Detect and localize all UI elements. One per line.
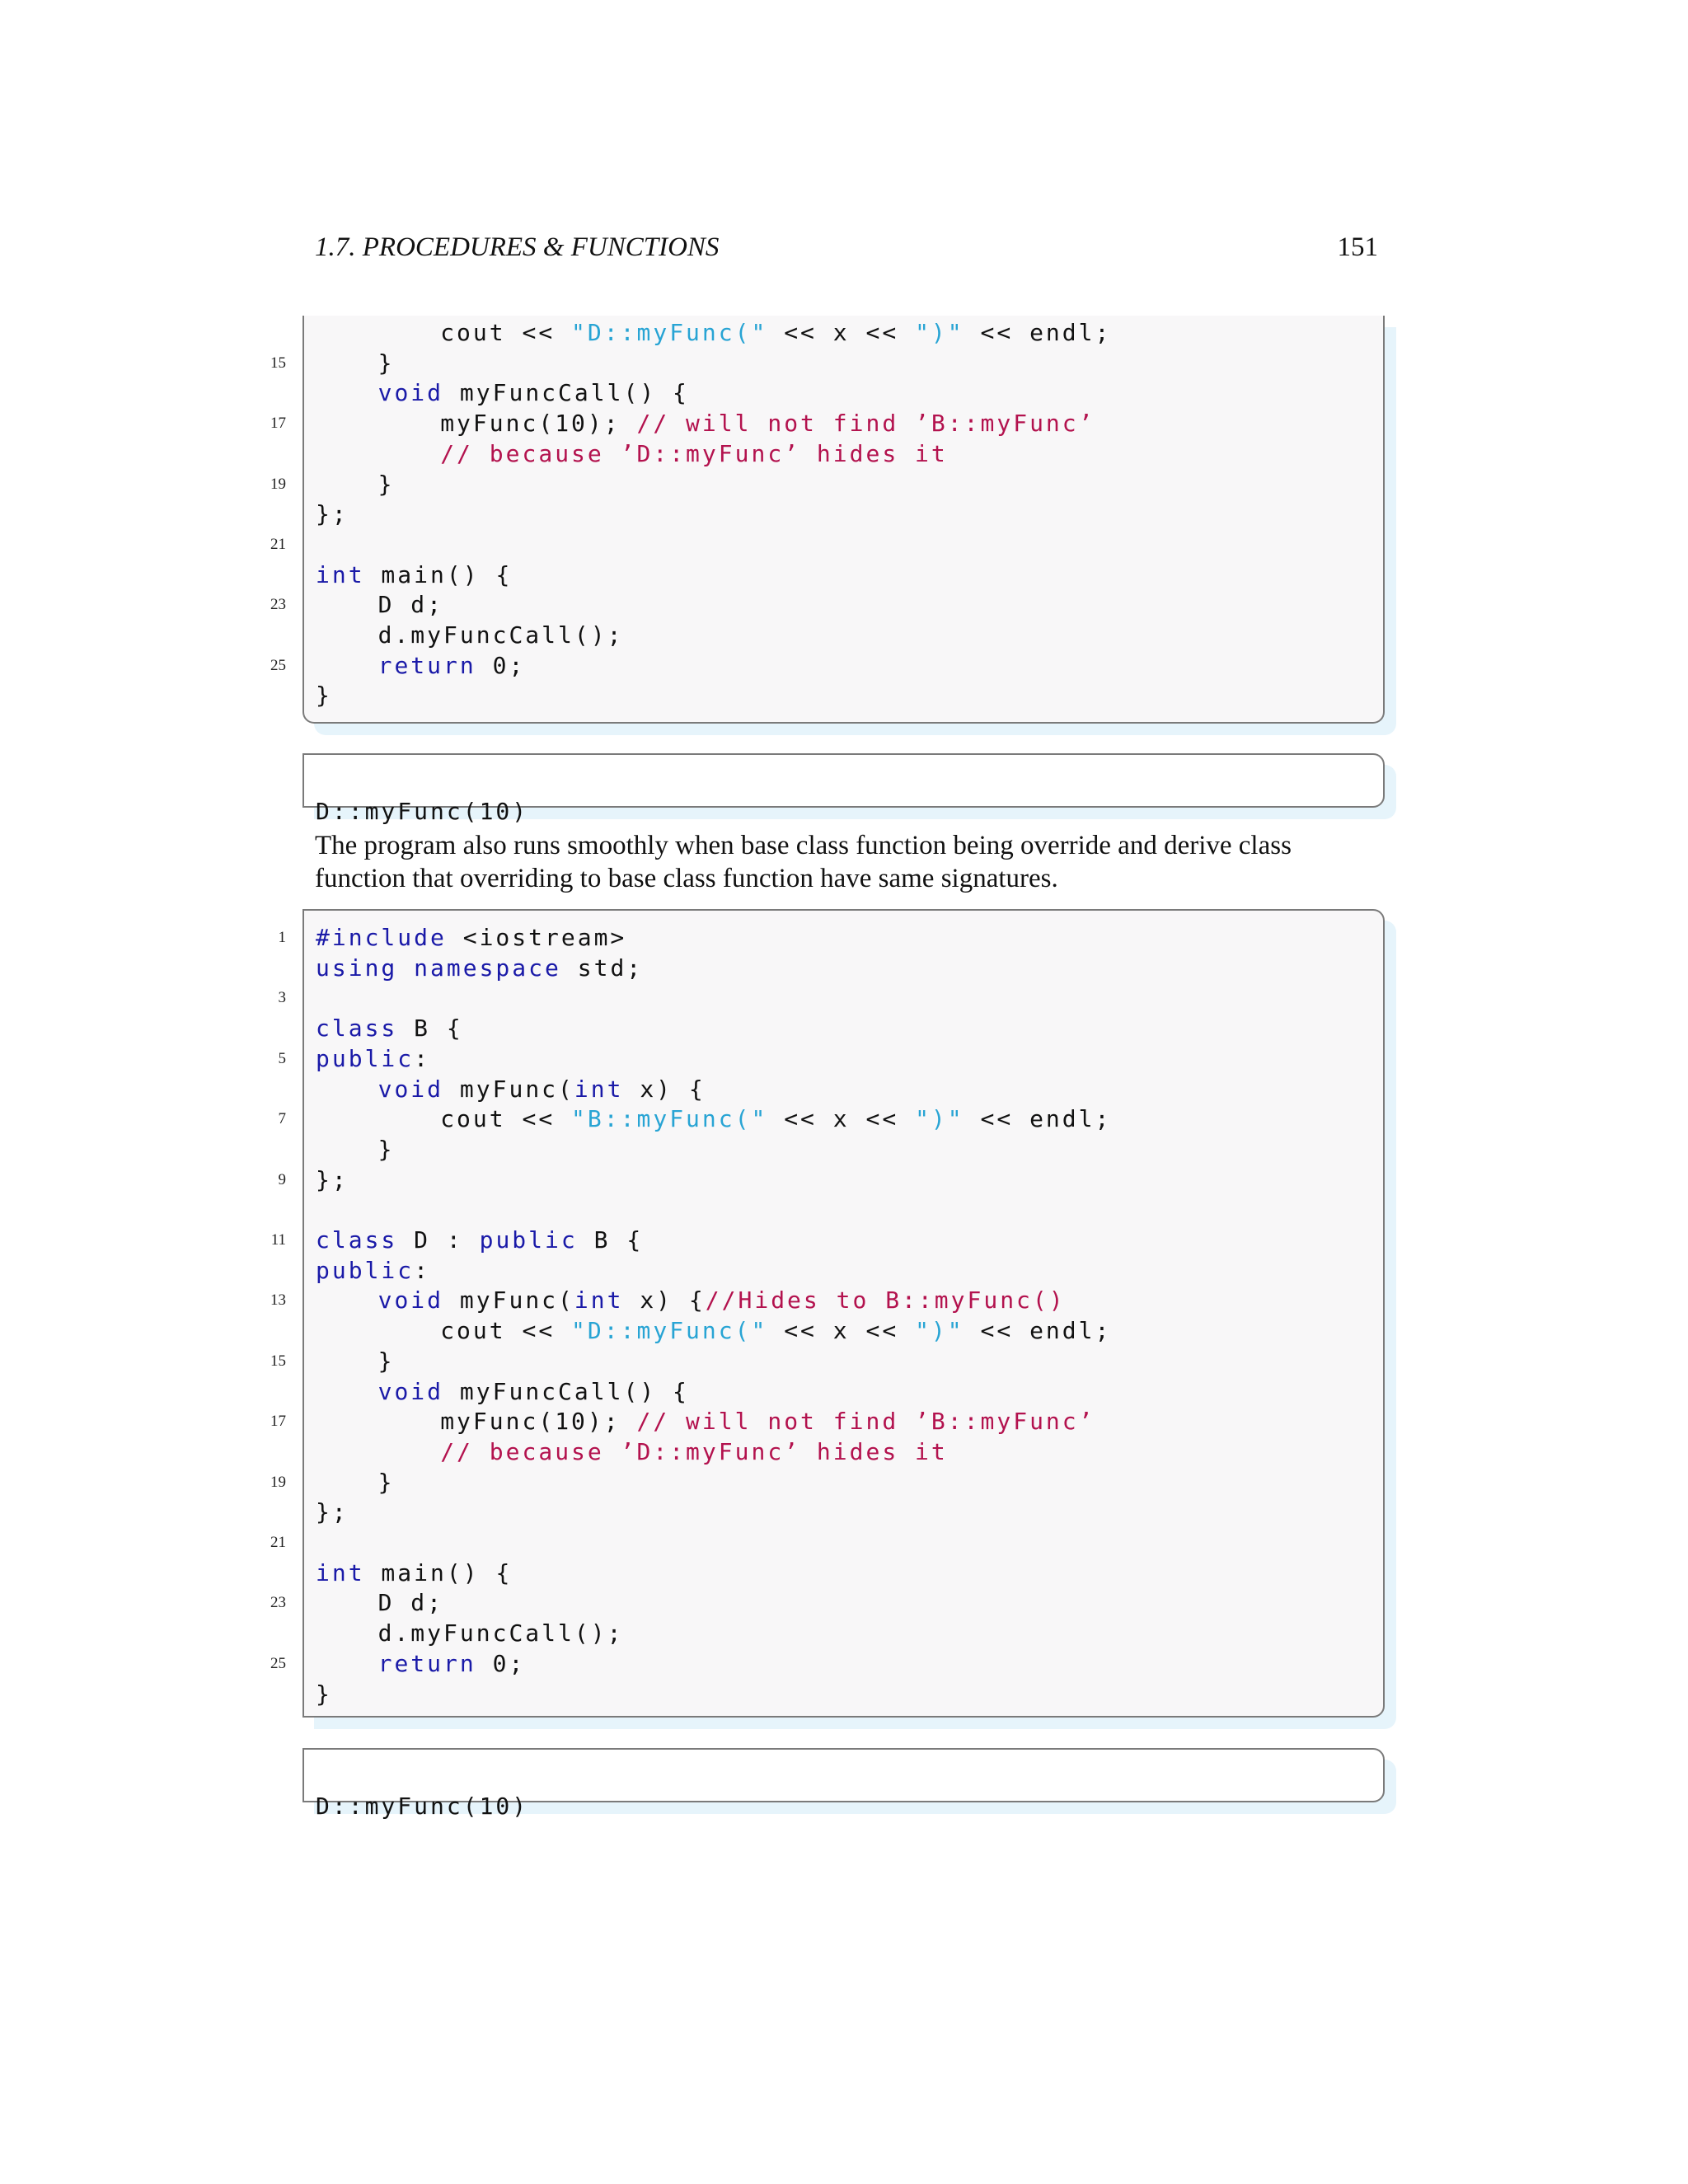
line-number: 13 — [270, 1291, 286, 1310]
code-token: B { — [577, 1226, 644, 1254]
keyword-token: int — [316, 560, 365, 588]
code-text — [378, 1376, 689, 1407]
string-token: "B::myFunc(" — [571, 1105, 768, 1133]
string-token: "D::myFunc(" — [571, 1317, 768, 1345]
code-line — [304, 560, 1383, 590]
line-number: 1 — [278, 929, 286, 946]
code-token: } — [377, 1468, 395, 1496]
running-header — [315, 232, 1378, 274]
code-text — [316, 499, 349, 529]
code-text — [440, 1315, 1111, 1346]
code-text — [440, 438, 948, 469]
line-number: 25 — [270, 656, 286, 674]
code-token: }; — [316, 1498, 349, 1526]
code-token: x) { — [623, 1286, 706, 1315]
code-token: cout << — [440, 1317, 572, 1345]
code-line — [304, 1618, 1383, 1648]
code-line — [304, 1255, 1383, 1286]
code-text — [378, 469, 395, 499]
code-token: << x << — [767, 319, 916, 346]
code-token: } — [377, 470, 395, 498]
keyword-token: public — [316, 1256, 415, 1284]
line-number — [253, 620, 286, 650]
code-text — [316, 1558, 512, 1588]
page-number: 151 — [1337, 232, 1378, 262]
output-box-2 — [302, 1748, 1385, 1820]
line-number — [253, 1436, 286, 1467]
code-token: myFunc( — [443, 1286, 574, 1315]
code-token: 0; — [476, 651, 526, 679]
code-token: }; — [316, 500, 349, 528]
keyword-token: class — [316, 1226, 398, 1254]
line-number — [253, 377, 286, 408]
line-number: 5 — [278, 1049, 286, 1067]
line-number — [253, 1497, 286, 1527]
code-text — [378, 1618, 624, 1648]
code-line — [270, 469, 1383, 499]
code-token: std; — [560, 954, 644, 982]
code-line — [270, 1406, 1383, 1436]
code-text — [316, 922, 626, 953]
line-number — [253, 953, 286, 983]
code-line — [278, 922, 1383, 953]
code-token: << endl; — [964, 1317, 1112, 1345]
code-token: D : — [397, 1226, 480, 1254]
code-token: myFuncCall() { — [443, 379, 689, 407]
output-box-1 — [302, 753, 1385, 825]
code-text — [316, 953, 643, 983]
code-text — [378, 589, 443, 620]
code-text — [378, 377, 689, 408]
line-number: 11 — [270, 1231, 286, 1249]
code-token: << x << — [767, 1105, 916, 1133]
comment-token: // will not find ’B::myFunc’ — [636, 410, 1095, 438]
code-token: << x << — [767, 1317, 916, 1345]
code-token: d.myFuncCall(); — [377, 621, 624, 649]
code-line — [270, 348, 1383, 378]
code-token: B { — [397, 1015, 463, 1043]
code-token: <iostream> — [446, 924, 627, 951]
line-number — [253, 680, 286, 710]
string-token: ")" — [915, 1105, 964, 1133]
line-number: 15 — [270, 1352, 286, 1370]
code-text — [378, 620, 624, 650]
code-text — [316, 1255, 430, 1286]
line-number — [253, 1618, 286, 1648]
output-value: D::myFunc(10) — [316, 1793, 529, 1820]
code-line — [270, 650, 1383, 681]
code-line — [304, 317, 1383, 348]
section-title: 1.7. PROCEDURES & FUNCTIONS — [315, 232, 720, 262]
code-line — [304, 499, 1383, 529]
code-line — [304, 1376, 1383, 1407]
code-token: : — [414, 1044, 431, 1072]
keyword-token: #include — [316, 924, 447, 951]
string-token: ")" — [915, 1317, 964, 1345]
code-line — [270, 589, 1383, 620]
code-listing-2 — [270, 909, 1385, 1718]
code-text — [378, 1648, 526, 1679]
comment-token: //Hides to B::myFunc() — [705, 1286, 1066, 1315]
keyword-token: int — [574, 1075, 624, 1103]
code-token: myFunc(10); — [440, 1408, 637, 1436]
code-line — [270, 1527, 1383, 1558]
code-text — [316, 1043, 430, 1074]
line-number — [253, 1194, 286, 1225]
code-token: cout << — [440, 319, 572, 346]
code-token: cout << — [440, 1105, 572, 1133]
code-text — [440, 1436, 948, 1467]
code-text — [316, 560, 512, 590]
code-token: D d; — [377, 591, 444, 619]
code-token: } — [377, 1135, 395, 1163]
code-line — [278, 1165, 1383, 1195]
code-token: D d; — [377, 1589, 444, 1617]
line-number — [253, 1074, 286, 1104]
line-number: 7 — [278, 1110, 286, 1128]
keyword-token: void — [377, 1075, 444, 1103]
code-text — [316, 1165, 349, 1195]
code-text — [316, 1497, 349, 1527]
code-line — [304, 1679, 1383, 1709]
line-number: 17 — [270, 1413, 286, 1431]
line-number — [253, 1255, 286, 1286]
code-token: : — [414, 1256, 431, 1284]
keyword-token: using namespace — [316, 954, 561, 982]
line-number: 19 — [270, 1473, 286, 1491]
code-text — [378, 1587, 443, 1618]
code-token: 0; — [476, 1649, 526, 1677]
line-number — [253, 1315, 286, 1346]
line-number — [253, 499, 286, 529]
code-line — [304, 1194, 1383, 1225]
code-line — [270, 1587, 1383, 1618]
keyword-token: class — [316, 1015, 398, 1043]
code-token: << endl; — [964, 319, 1112, 346]
code-token: d.myFuncCall(); — [377, 1619, 624, 1647]
body-paragraph: The program also runs smoothly when base class function being override and derive class function that overriding to base class function have same signatures. — [315, 831, 1292, 893]
code-line — [270, 1285, 1383, 1315]
keyword-token: return — [377, 1649, 476, 1677]
comment-token: // because ’D::myFunc’ hides it — [440, 439, 948, 467]
code-line — [304, 1436, 1383, 1467]
code-line — [304, 953, 1383, 983]
code-line — [278, 982, 1383, 1013]
line-number — [253, 1013, 286, 1043]
code-line — [304, 680, 1383, 710]
keyword-token: int — [574, 1286, 624, 1315]
line-number: 19 — [270, 475, 286, 493]
code-line — [304, 1497, 1383, 1527]
keyword-token: int — [316, 1558, 365, 1586]
line-number — [253, 1134, 286, 1165]
code-line — [304, 1013, 1383, 1043]
code-line — [304, 438, 1383, 469]
code-token: main() { — [364, 1558, 513, 1586]
line-number — [253, 317, 286, 348]
line-number: 9 — [278, 1170, 286, 1188]
comment-token: // will not find ’B::myFunc’ — [636, 1408, 1095, 1436]
code-token: myFunc(10); — [440, 410, 637, 438]
line-number: 25 — [270, 1654, 286, 1672]
code-listing-1 — [270, 316, 1385, 724]
keyword-token: void — [377, 1377, 444, 1405]
code-token: myFuncCall() { — [443, 1377, 689, 1405]
code-token: } — [377, 349, 395, 377]
code-line — [304, 1558, 1383, 1588]
code-line — [304, 1315, 1383, 1346]
code-token: myFunc( — [443, 1075, 574, 1103]
line-number: 3 — [278, 989, 286, 1007]
code-token: main() { — [364, 560, 513, 588]
code-line — [304, 377, 1383, 408]
keyword-token: public — [479, 1226, 578, 1254]
comment-token: // because ’D::myFunc’ hides it — [440, 1437, 948, 1465]
keyword-token: public — [316, 1044, 415, 1072]
line-number — [253, 560, 286, 590]
code-text — [316, 1679, 332, 1709]
code-text — [316, 1225, 643, 1255]
string-token: ")" — [915, 319, 964, 346]
line-number — [253, 1679, 286, 1709]
output-value: D::myFunc(10) — [316, 798, 529, 825]
string-token: "D::myFunc(" — [571, 319, 768, 346]
line-number: 21 — [270, 1534, 286, 1551]
code-text — [316, 680, 332, 710]
code-text — [378, 1467, 395, 1497]
code-token: } — [377, 1347, 395, 1375]
code-text — [378, 1074, 706, 1104]
code-token: << endl; — [964, 1105, 1112, 1133]
code-text — [440, 1406, 1095, 1436]
code-line — [304, 1134, 1383, 1165]
code-token: } — [316, 1680, 332, 1708]
line-number: 23 — [270, 1594, 286, 1612]
line-number: 23 — [270, 596, 286, 614]
code-line — [278, 1104, 1383, 1134]
code-token: } — [316, 682, 332, 710]
code-line — [270, 1648, 1383, 1679]
code-text — [378, 1346, 395, 1376]
keyword-token: void — [377, 1286, 444, 1315]
code-text — [440, 317, 1111, 348]
code-line — [270, 408, 1383, 438]
code-line — [270, 1225, 1383, 1255]
code-text — [378, 348, 395, 378]
code-token: x) { — [623, 1075, 706, 1103]
keyword-token: void — [377, 379, 444, 407]
code-text — [378, 1285, 1066, 1315]
code-text — [378, 1134, 395, 1165]
code-text — [440, 408, 1095, 438]
line-number — [253, 1558, 286, 1588]
code-text — [440, 1104, 1111, 1134]
line-number — [253, 1376, 286, 1407]
line-number: 17 — [270, 415, 286, 433]
line-number: 21 — [270, 535, 286, 553]
code-line — [304, 1074, 1383, 1104]
keyword-token: return — [377, 651, 476, 679]
code-token: }; — [316, 1165, 349, 1193]
code-line — [270, 1346, 1383, 1376]
code-text — [378, 650, 526, 681]
code-line — [270, 529, 1383, 560]
line-number: 15 — [270, 354, 286, 372]
code-line — [304, 620, 1383, 650]
line-number — [253, 438, 286, 469]
code-line — [270, 1467, 1383, 1497]
code-text — [316, 1013, 463, 1043]
code-line — [278, 1043, 1383, 1074]
